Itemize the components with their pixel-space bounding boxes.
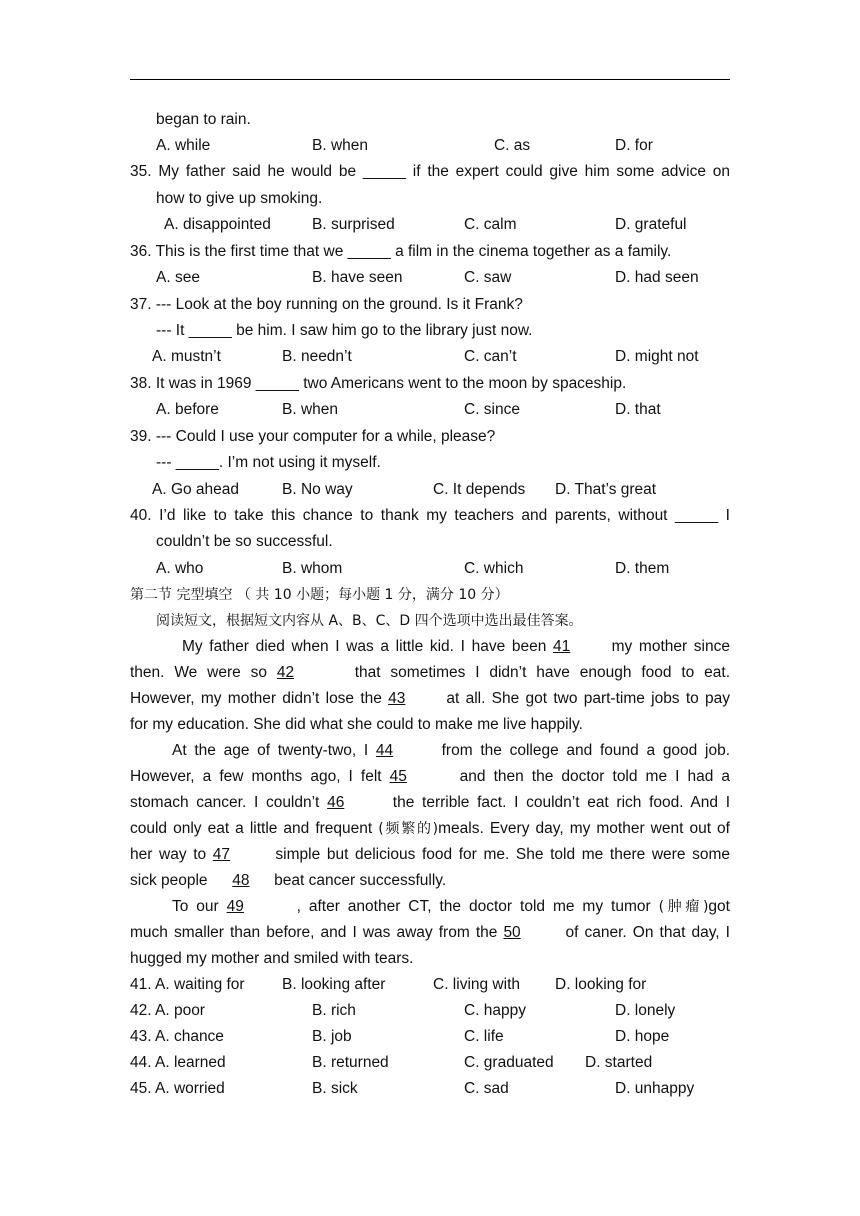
q39-stem: 39. --- Could I use your computer for a while, please? (130, 428, 496, 445)
option-b: B. rich (312, 1002, 356, 1019)
passage-line: could only eat a little and frequent (频繁的)meals. Every day, my mother went out of (130, 820, 730, 837)
q34-continuation: began to rain. (156, 111, 251, 128)
option-b: B. whom (282, 560, 343, 577)
passage-line: My father died when I was a little kid. I have been 41 my mother since (182, 638, 730, 655)
passage-line: hugged my mother and smiled with tears. (130, 950, 414, 967)
blank-44: 44 (375, 742, 394, 759)
option-d: D. hope (615, 1028, 670, 1045)
option-a: 43. A. chance (130, 1028, 224, 1045)
passage-line: then. We were so 42 that sometimes I didn’t have enough food to eat. (130, 664, 730, 681)
option-b: B. returned (312, 1054, 389, 1071)
passage-line: her way to 47 simple but delicious food for me. She told me there were some (130, 846, 730, 863)
option-d: D. grateful (615, 216, 687, 233)
option-c: C. graduated (464, 1054, 554, 1071)
passage-line: sick people 48 beat cancer successfully. (130, 872, 447, 889)
blank-46: 46 (327, 794, 345, 811)
blank-41: 41 (552, 638, 571, 655)
option-b: B. looking after (282, 976, 386, 993)
option-a: 42. A. poor (130, 1002, 205, 1019)
option-c: C. can’t (464, 348, 517, 365)
passage-line: stomach cancer. I couldn’t 46 the terrible fact. I couldn’t eat rich food. And I (130, 794, 730, 811)
option-b: B. No way (282, 481, 353, 498)
option-b: B. have seen (312, 269, 403, 286)
option-a: A. mustn’t (152, 348, 221, 365)
option-d: D. looking for (555, 976, 647, 993)
option-d: D. unhappy (615, 1080, 695, 1097)
option-a: 45. A. worried (130, 1080, 225, 1097)
option-b: B. when (282, 401, 339, 418)
passage-line: much smaller than before, and I was away from the 50 of caner. On that day, I (130, 924, 730, 941)
option-d: D. started (585, 1054, 653, 1071)
blank-42: 42 (276, 664, 295, 681)
option-a: A. who (156, 560, 204, 577)
q37-reply: --- It _____ be him. I saw him go to the library just now. (156, 322, 533, 339)
q40-stem: 40. I’d like to take this chance to thank my teachers and parents, without _____ I (130, 507, 730, 524)
passage-line: To our 49 , after another CT, the doctor told me my tumor (肿瘤)got (172, 898, 730, 915)
option-c: C. as (494, 137, 531, 154)
q38-stem: 38. It was in 1969 _____ two Americans went to the moon by spaceship. (130, 375, 627, 392)
blank-47: 47 (212, 846, 231, 863)
blank-49: 49 (226, 898, 244, 915)
option-c: C. saw (464, 269, 512, 286)
option-a: A. Go ahead (152, 481, 240, 498)
option-d: D. lonely (615, 1002, 676, 1019)
option-d: D. for (615, 137, 653, 154)
option-b: B. surprised (312, 216, 395, 233)
gloss: (频繁的) (378, 821, 439, 837)
header-rule (130, 79, 730, 80)
option-a: A. disappointed (164, 216, 271, 233)
option-b: B. needn’t (282, 348, 352, 365)
option-a: A. see (156, 269, 200, 286)
blank-50: 50 (503, 924, 521, 941)
passage-line: However, my mother didn’t lose the 43 at all. She got two part-time jobs to pay (130, 690, 731, 707)
gloss: (肿瘤) (658, 899, 709, 915)
option-c: C. calm (464, 216, 517, 233)
option-d: D. them (615, 560, 670, 577)
blank-43: 43 (388, 690, 406, 707)
option-c: C. living with (433, 976, 520, 993)
q35-stem: 35. My father said he would be _____ if the expert could give him some advice on (130, 163, 730, 180)
passage-line: At the age of twenty-two, I 44 from the college and found a good job. (172, 742, 730, 759)
option-c: C. which (464, 560, 524, 577)
option-c: C. sad (464, 1080, 509, 1097)
q36-stem: 36. This is the first time that we _____ a film in the cinema together as a family. (130, 243, 672, 260)
blank-45: 45 (389, 768, 407, 785)
option-a: 44. A. learned (130, 1054, 226, 1071)
option-d: D. that (615, 401, 661, 418)
option-c: C. since (464, 401, 520, 418)
q35-stem-cont: how to give up smoking. (156, 190, 323, 207)
q37-stem: 37. --- Look at the boy running on the ground. Is it Frank? (130, 296, 523, 313)
option-a: A. before (156, 401, 219, 418)
option-b: B. when (312, 137, 369, 154)
option-c: C. life (464, 1028, 504, 1045)
blank-48: 48 (232, 872, 250, 889)
option-d: D. might not (615, 348, 699, 365)
option-c: C. happy (464, 1002, 527, 1019)
option-b: B. job (312, 1028, 352, 1045)
option-a: 41. A. waiting for (130, 976, 245, 993)
passage-line: However, a few months ago, I felt 45 and then the doctor told me I had a (130, 768, 730, 785)
option-c: C. It depends (433, 481, 526, 498)
option-b: B. sick (312, 1080, 358, 1097)
option-a: A. while (156, 137, 211, 154)
section-instruction: 阅读短文，根据短文内容从 A、B、C、D 四个选项中选出最佳答案。 (156, 613, 583, 629)
passage-line: for my education. She did what she could to make me live happily. (130, 716, 583, 733)
q39-reply: --- _____. I’m not using it myself. (156, 454, 381, 471)
q40-stem-cont: couldn’t be so successful. (156, 533, 333, 550)
section-title: 第二节 完型填空 （ 共 10 小题；每小题 1 分，满分 10 分） (130, 587, 509, 603)
option-d: D. had seen (615, 269, 699, 286)
option-d: D. That’s great (555, 481, 657, 498)
